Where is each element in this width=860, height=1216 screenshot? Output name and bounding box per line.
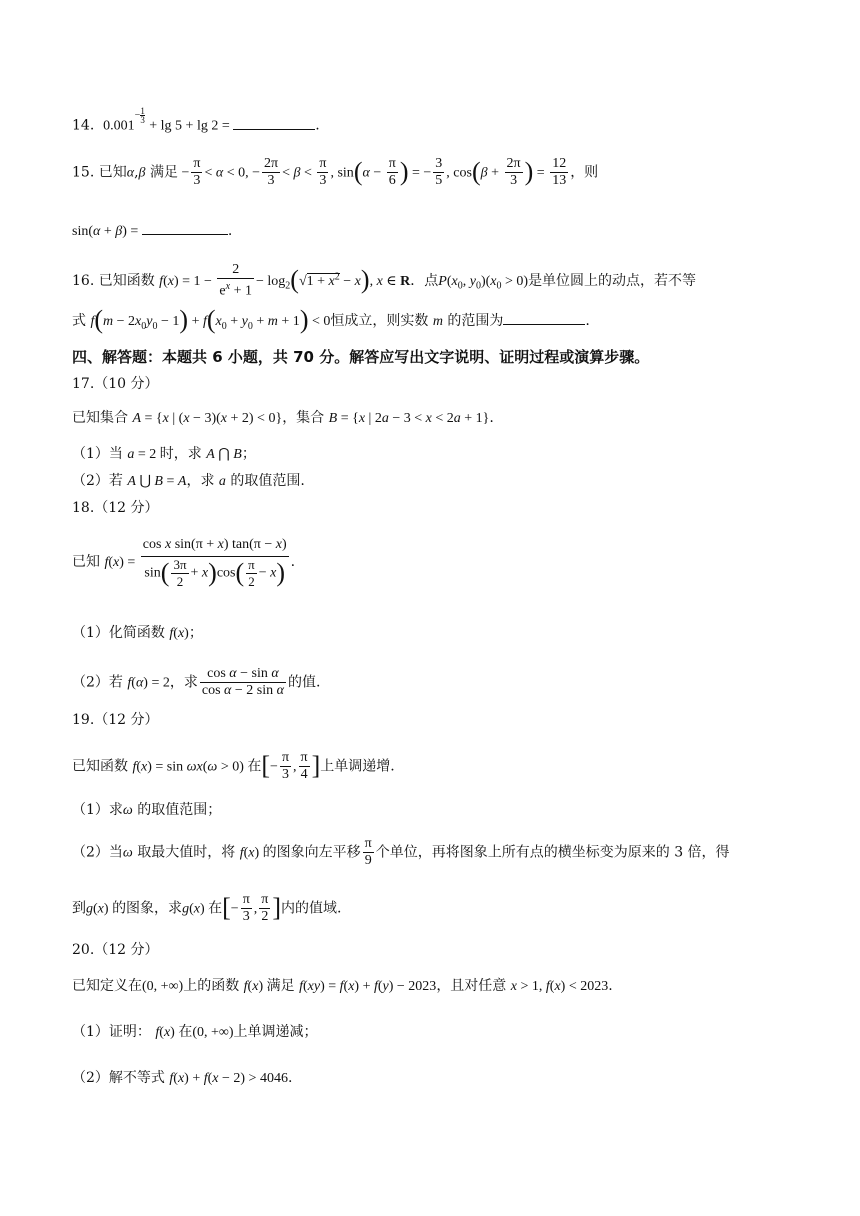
text: 的取值范围； <box>137 802 222 818</box>
question-20: 已知定义在(0, +∞)上的函数 f(x) 满足 f(xy) = f(x) + f(y) − 2023，且对任意 x > 1, f(x) < 2023. <box>72 978 613 994</box>
text: ，且对任意 <box>436 978 507 994</box>
section-title: 四、解答题：本题共 6 小题，共 70 分。解答应写出文字说明、证明过程或演算步骤。 <box>72 348 650 366</box>
text: 取最大值时，将 <box>137 844 236 861</box>
question-number: 15. <box>72 164 95 181</box>
text: （2）若 <box>72 674 123 691</box>
text: 已知集合 <box>72 410 128 426</box>
text: （1）求 <box>72 802 123 818</box>
question-20-part-2: （2）解不等式 f(x) + f(x − 2) > 4046. <box>72 1070 293 1086</box>
text: 满足 <box>266 978 295 994</box>
question-17-part-2: （2）若 A ⋃ B = A，求 a 的取值范围. <box>72 473 305 489</box>
text: ，集合 <box>282 410 325 426</box>
text: （2）解不等式 <box>72 1070 165 1086</box>
text: ．点 <box>410 272 439 289</box>
question-19: 已知函数 f(x) = sin ωx(ω > 0) 在[− $\frac{\pi}{3}$ , $\frac{\pi}{4}$ ]上单调递增. <box>72 750 395 782</box>
question-14: 14. $0.001^{- \frac{1}{3}}$ + lg 5 + lg 2 = . <box>72 106 320 134</box>
text: （1）证明： <box>72 1024 151 1040</box>
question-18-header: 18.（12 分） <box>72 500 159 516</box>
text: 是单位圆上的动点，若不等 <box>528 272 697 289</box>
question-19-part-2-cont: 到g(x) 的图象，求g(x) 在[− $\frac{\pi}{3}$ , $\frac{\pi}{2}$ ]内的值域. <box>72 892 342 924</box>
text: 已知 <box>98 164 127 181</box>
question-20-part-1: （1）证明： f(x) 在(0, +∞)上单调递减； <box>72 1024 318 1040</box>
text: 的图象向左平移 <box>262 844 361 861</box>
text: 上的函数 <box>183 978 240 994</box>
question-number: 16. <box>72 272 95 289</box>
question-17: 已知集合 A = {x | (x − 3)(x + 2) < 0}，集合 B = {x | 2a − 3 < x < 2a + 1}. <box>72 410 494 426</box>
text: 时，求 <box>159 446 202 462</box>
text: ，求 <box>169 674 198 691</box>
text: 已知函数 <box>98 272 155 289</box>
text: 的取值范围. <box>230 473 305 489</box>
question-20-header: 20.（12 分） <box>72 942 159 958</box>
text: 恒成立，则实数 <box>330 313 429 329</box>
question-15: 15. 已知α,β 满足 − $\frac{\pi}{3}$ < α < 0, − $\frac{2\pi}{3}$ < β < $\frac{\pi}{3}$ , sin(α − $\frac{\pi}{6}$ ) = − $\frac{3}{5}$ , cos(β + $\frac{2\pi}{3}$ ) = $\frac{12}{13}$ ，则 <box>72 156 599 188</box>
question-16: 16. 已知函数 f(x) = 1 − $\frac{2}{e^x + 1}$ − $\log_2(√1 + x^2 - x)$, x ∈ R．点$P(x_0$, $y_0)(x_0 > 0)$是单位圆上的动点，若不等 <box>72 262 697 299</box>
question-18-part-1: （1）化简函数 f(x)； <box>72 625 203 641</box>
text: （2）当 <box>72 844 123 861</box>
text: 的图象，求 <box>112 900 183 917</box>
question-17-part-1: （1）当 a = 2 时，求 A ⋂ B； <box>72 446 256 462</box>
text: 上单调递增. <box>320 758 395 775</box>
text: （1）化简函数 <box>72 625 165 641</box>
question-18: 已知 f(x) = cos x sin(π + x) tan(π − x) sin( $\frac{3\pi}{2}$ + x)cos( $\frac{\pi}{2}$ − x) . <box>72 534 295 590</box>
text: 在 <box>178 1024 193 1040</box>
text: 上单调递减； <box>233 1024 318 1040</box>
question-number: 14. <box>72 117 95 134</box>
text: （2）若 <box>72 473 123 489</box>
text: 在 <box>208 900 223 917</box>
text: 式 <box>72 313 86 329</box>
question-19-header: 19.（12 分） <box>72 712 159 728</box>
text: 已知函数 <box>72 758 128 775</box>
text: 到 <box>72 900 86 917</box>
question-18-part-2: （2）若 f(α) = 2，求 $\frac{\text{cos α − sin α}}{\text{cos α − 2 sin α}}$ 的值. <box>72 666 321 698</box>
text: ，求 <box>186 473 215 489</box>
text: 的范围为 <box>447 313 504 329</box>
text: 满足 <box>149 164 178 181</box>
question-17-header: 17.（10 分） <box>72 376 159 392</box>
question-15-cont: sin(α + β) = . <box>72 220 232 242</box>
text: 内的值域. <box>281 900 342 917</box>
text: （1）当 <box>72 446 123 462</box>
text: 个单位，再将图象上所有点的横坐标变为原来的 3 倍，得 <box>375 844 730 861</box>
question-16-cont: 式 $f(m - 2x_0y_0 - 1) + f(x_0 + y_0 + m + 1) < 0$恒成立，则实数 m 的范围为 . <box>72 305 590 334</box>
question-19-part-2: （2）当ω 取最大值时，将 f(x) 的图象向左平移 $\frac{\pi}{9}$ 个单位，再将图象上所有点的横坐标变为原来的 3 倍，得 <box>72 836 730 868</box>
text: 已知 <box>72 554 100 570</box>
question-19-part-1: （1）求ω 的取值范围； <box>72 802 222 818</box>
text: 已知定义在 <box>72 978 142 994</box>
text: 的值. <box>287 674 321 691</box>
text: 在 <box>247 758 262 775</box>
text: ，则 <box>570 164 599 181</box>
